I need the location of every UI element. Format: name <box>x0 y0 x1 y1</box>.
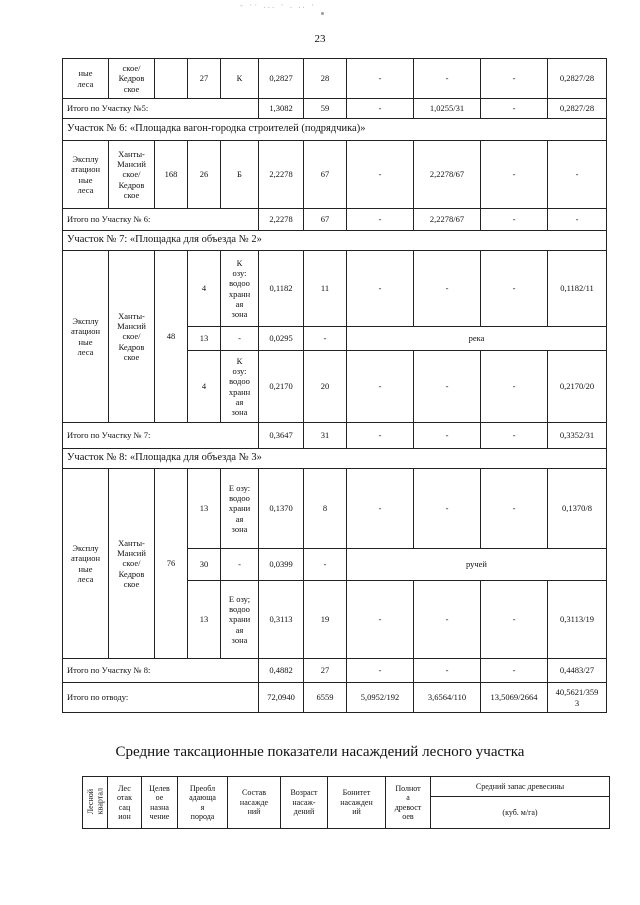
area-cell: 0,1370 <box>259 469 304 549</box>
header-purpose: Целев ое назна чение <box>142 777 178 829</box>
value-cell: 2,2278/67 <box>414 141 481 209</box>
value-cell: - <box>481 469 548 549</box>
volume-cell: 67 <box>304 141 347 209</box>
value-cell: - <box>347 659 414 683</box>
volume-cell: 27 <box>304 659 347 683</box>
value-cell: 5,0952/192 <box>347 683 414 713</box>
category-cell: Б <box>221 141 259 209</box>
volume-cell: 67 <box>304 209 347 231</box>
volume-cell: 20 <box>304 351 347 423</box>
area-cell: 2,2278 <box>259 209 304 231</box>
table-row <box>63 469 607 549</box>
area-cell: 0,2827 <box>259 59 304 99</box>
table-row <box>63 59 607 99</box>
value-cell: 2,2278/67 <box>414 209 481 231</box>
header-composition: Состав насажде ний <box>228 777 281 829</box>
page-number: 23 <box>314 33 326 45</box>
area-cell: 0,1182 <box>259 251 304 327</box>
subcompartment-cell: 13 <box>188 469 221 549</box>
value-cell: 13,5069/2664 <box>481 683 548 713</box>
value-cell: - <box>347 251 414 327</box>
volume-cell: 8 <box>304 469 347 549</box>
area-cell: 72,0940 <box>259 683 304 713</box>
water-body-note: ручей <box>347 549 607 581</box>
area-cell: 1,3082 <box>259 99 304 119</box>
header-age: Возраст насаж- дений <box>281 777 328 829</box>
section-header <box>63 231 607 251</box>
area-cell: 0,4882 <box>259 659 304 683</box>
scan-dot <box>321 12 324 15</box>
header-row <box>83 777 610 797</box>
value-cell: 3,6564/110 <box>414 683 481 713</box>
quarter-cell: 76 <box>155 469 188 659</box>
value-cell: - <box>481 251 548 327</box>
volume-cell: 31 <box>304 423 347 449</box>
category-cell: К озу: водоо хранн ая зона <box>221 351 259 423</box>
value-cell: 0,2827/28 <box>548 99 607 119</box>
subcompartment-cell: 30 <box>188 549 221 581</box>
value-cell: 1,0255/31 <box>414 99 481 119</box>
forest-category-cell: Эксплу атацион ные леса <box>63 251 109 423</box>
scan-artifact: - ·· ... · . .. · <box>240 0 316 10</box>
header-quarter: Лесной квартал <box>83 777 108 829</box>
forest-category-cell: Эксплу атацион ные леса <box>63 469 109 659</box>
quarter-cell <box>155 59 188 99</box>
volume-cell: - <box>304 549 347 581</box>
volume-cell: 11 <box>304 251 347 327</box>
value-cell: - <box>548 141 607 209</box>
category-cell: К <box>221 59 259 99</box>
value-cell: - <box>347 99 414 119</box>
value-cell: - <box>414 351 481 423</box>
area-cell: 0,3113 <box>259 581 304 659</box>
value-cell: - <box>414 581 481 659</box>
grand-total-row <box>63 683 607 713</box>
value-cell: - <box>347 581 414 659</box>
table-row <box>63 141 607 209</box>
value-cell: - <box>414 659 481 683</box>
value-cell: - <box>414 469 481 549</box>
volume-cell: 28 <box>304 59 347 99</box>
value-cell: - <box>347 351 414 423</box>
value-cell: 0,4483/27 <box>548 659 607 683</box>
value-cell: - <box>347 423 414 449</box>
area-cell: 0,0295 <box>259 327 304 351</box>
value-cell: - <box>481 141 548 209</box>
category-cell: К озу: водоо хранн ая зона <box>221 251 259 327</box>
value-cell: - <box>481 423 548 449</box>
value-cell: - <box>481 209 548 231</box>
subcompartment-cell: 26 <box>188 141 221 209</box>
forestry-cell: Ханты- Мансий ское/ Кедров ское <box>109 251 155 423</box>
taxation-header-table <box>82 776 610 829</box>
forestry-cell: Ханты- Мансий ское/ Кедров ское <box>109 469 155 659</box>
area-cell: 0,0399 <box>259 549 304 581</box>
value-cell: 0,2170/20 <box>548 351 607 423</box>
forest-category-cell: Эксплу атацион ные леса <box>63 141 109 209</box>
subcompartment-cell: 4 <box>188 251 221 327</box>
value-cell: 0,2827/28 <box>548 59 607 99</box>
total-label: Итого по Участку №5: <box>63 99 259 119</box>
area-cell: 0,3647 <box>259 423 304 449</box>
section-header <box>63 119 607 141</box>
value-cell: - <box>347 469 414 549</box>
volume-cell: - <box>304 327 347 351</box>
category-cell: Е озу: водоо храни ая зона <box>221 469 259 549</box>
forestry-cell: ское/ Кедров ское <box>109 59 155 99</box>
plots-table <box>62 58 607 713</box>
value-cell: - <box>481 59 548 99</box>
value-cell: - <box>481 659 548 683</box>
value-cell: - <box>481 99 548 119</box>
subcompartment-cell: 13 <box>188 327 221 351</box>
subcompartment-cell: 4 <box>188 351 221 423</box>
value-cell: 0,1370/8 <box>548 469 607 549</box>
grand-total-label: Итого по отводу: <box>63 683 259 713</box>
category-cell: Е озу; водоо храни ая зона <box>221 581 259 659</box>
category-cell: - <box>221 327 259 351</box>
value-cell: 0,3113/19 <box>548 581 607 659</box>
section-title: Участок № 7: «Площадка для объезда № 2» <box>63 231 607 251</box>
value-cell: - <box>347 59 414 99</box>
table-row <box>63 251 607 327</box>
forestry-cell: Ханты- Мансий ское/ Кедров ское <box>109 141 155 209</box>
total-label: Итого по Участку № 6: <box>63 209 259 231</box>
value-cell: - <box>414 423 481 449</box>
total-row <box>63 423 607 449</box>
category-cell: - <box>221 549 259 581</box>
total-label: Итого по Участку № 8: <box>63 659 259 683</box>
section-header <box>63 449 607 469</box>
section-title: Участок № 6: «Площадка вагон-городка строителей (подрядчика)» <box>63 119 607 141</box>
value-cell: - <box>347 209 414 231</box>
total-row <box>63 99 607 119</box>
value-cell: - <box>414 59 481 99</box>
header-density: Полнот а древост оев <box>386 777 431 829</box>
section-heading: Средние таксационные показатели насаждений лесного участка <box>115 744 525 760</box>
volume-cell: 59 <box>304 99 347 119</box>
section-title: Участок № 8: «Площадка для объезда № 3» <box>63 449 607 469</box>
header-bonitet: Бонитет насажден ий <box>328 777 386 829</box>
value-cell: - <box>481 581 548 659</box>
total-row <box>63 659 607 683</box>
area-cell: 2,2278 <box>259 141 304 209</box>
water-body-note: река <box>347 327 607 351</box>
value-cell: - <box>414 251 481 327</box>
subcompartment-cell: 27 <box>188 59 221 99</box>
header-stock-unit: (куб. м/га) <box>431 797 610 829</box>
value-cell: 40,5621/359 3 <box>548 683 607 713</box>
header-forest-taxation: Лес отак сац ион <box>108 777 142 829</box>
header-average-stock: Средний запас древесины <box>431 777 610 797</box>
value-cell: - <box>548 209 607 231</box>
value-cell: - <box>347 141 414 209</box>
value-cell: - <box>481 351 548 423</box>
total-row <box>63 209 607 231</box>
subcompartment-cell: 13 <box>188 581 221 659</box>
value-cell: 0,3352/31 <box>548 423 607 449</box>
quarter-cell: 168 <box>155 141 188 209</box>
forest-category-cell: ные леса <box>63 59 109 99</box>
quarter-cell: 48 <box>155 251 188 423</box>
volume-cell: 19 <box>304 581 347 659</box>
area-cell: 0,2170 <box>259 351 304 423</box>
header-dominant-species: Преобл адающа я порода <box>178 777 228 829</box>
value-cell: 0,1182/11 <box>548 251 607 327</box>
total-label: Итого по Участку № 7: <box>63 423 259 449</box>
volume-cell: 6559 <box>304 683 347 713</box>
